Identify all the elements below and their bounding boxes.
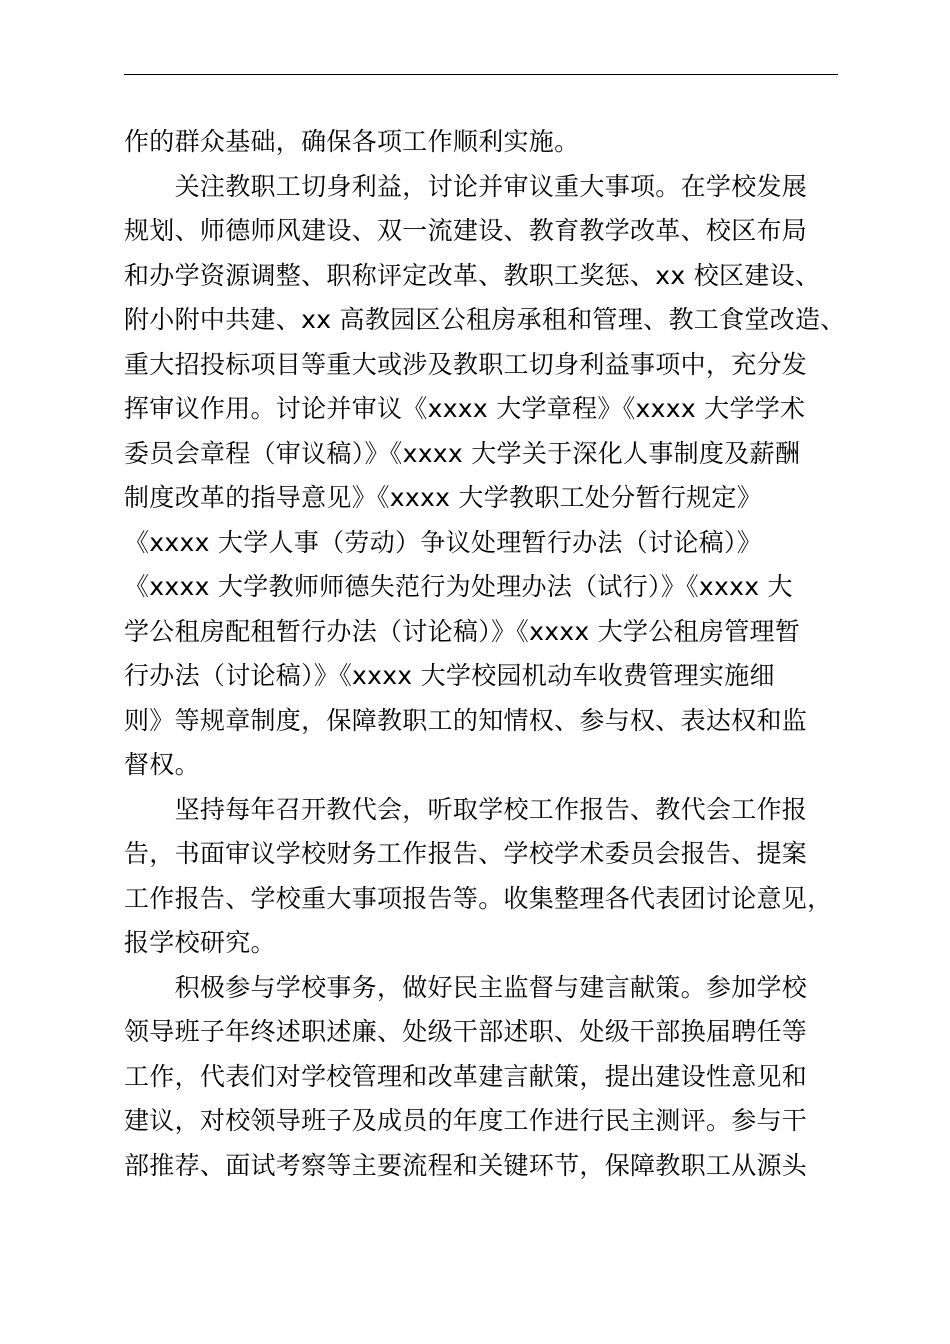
text-line: 作的群众基础，确保各项工作顺利实施。 [124,127,580,156]
text-line: 关注教职工切身利益，讨论并审议重大事项。在学校发展 [124,172,808,201]
text-line: 学公租房配租暂行办法（讨论稿）》《xxxx 大学公租房管理暂 [124,617,801,646]
text-line: 行办法（讨论稿）》《xxxx 大学校园机动车收费管理实施细 [124,661,775,690]
text-line: 积极参与学校事务，做好民主监督与建言献策。参加学校 [124,973,808,1002]
text-line: 《xxxx 大学人事（劳动）争议处理暂行办法（讨论稿）》 [124,528,763,557]
text-line: 制度改革的指导意见》《xxxx 大学教职工处分暂行规定》 [124,483,763,512]
text-line: 建议，对校领导班子及成员的年度工作进行民主测评。参与干 [124,1106,808,1135]
text-line: 挥审议作用。讨论并审议《xxxx 大学章程》《xxxx 大学学术 [124,394,806,423]
text-line: 领导班子年终述职述廉、处级干部述职、处级干部换届聘任等 [124,1017,808,1046]
text-line: 委员会章程（审议稿）》《xxxx 大学关于深化人事制度及薪酬 [124,439,801,468]
text-line: 报学校研究。 [124,928,276,957]
text-line: 《xxxx 大学教师师德失范行为处理办法（试行）》《xxxx 大 [124,572,793,601]
text-line: 督权。 [124,750,200,779]
text-line: 工作报告、学校重大事项报告等。收集整理各代表团讨论意见， [124,884,833,913]
header-rule [124,74,838,75]
text-line: 工作，代表们对学校管理和改革建言献策，提出建设性意见和 [124,1062,808,1091]
text-line: 告，书面审议学校财务工作报告、学校学术委员会报告、提案 [124,839,808,868]
text-line: 和办学资源调整、职称评定改革、教职工奖惩、xx 校区建设、 [124,261,821,290]
text-line: 规划、师德师风建设、双一流建设、教育教学改革、校区布局 [124,216,808,245]
text-line: 则》等规章制度，保障教职工的知情权、参与权、表达权和监 [124,706,808,735]
text-line: 附小附中共建、xx 高教园区公租房承租和管理、教工食堂改造、 [124,305,846,334]
text-line: 重大招投标项目等重大或涉及教职工切身利益事项中，充分发 [124,350,808,379]
text-line: 坚持每年召开教代会，听取学校工作报告、教代会工作报 [124,795,808,824]
text-line: 部推荐、面试考察等主要流程和关键环节，保障教职工从源头 [124,1151,808,1180]
